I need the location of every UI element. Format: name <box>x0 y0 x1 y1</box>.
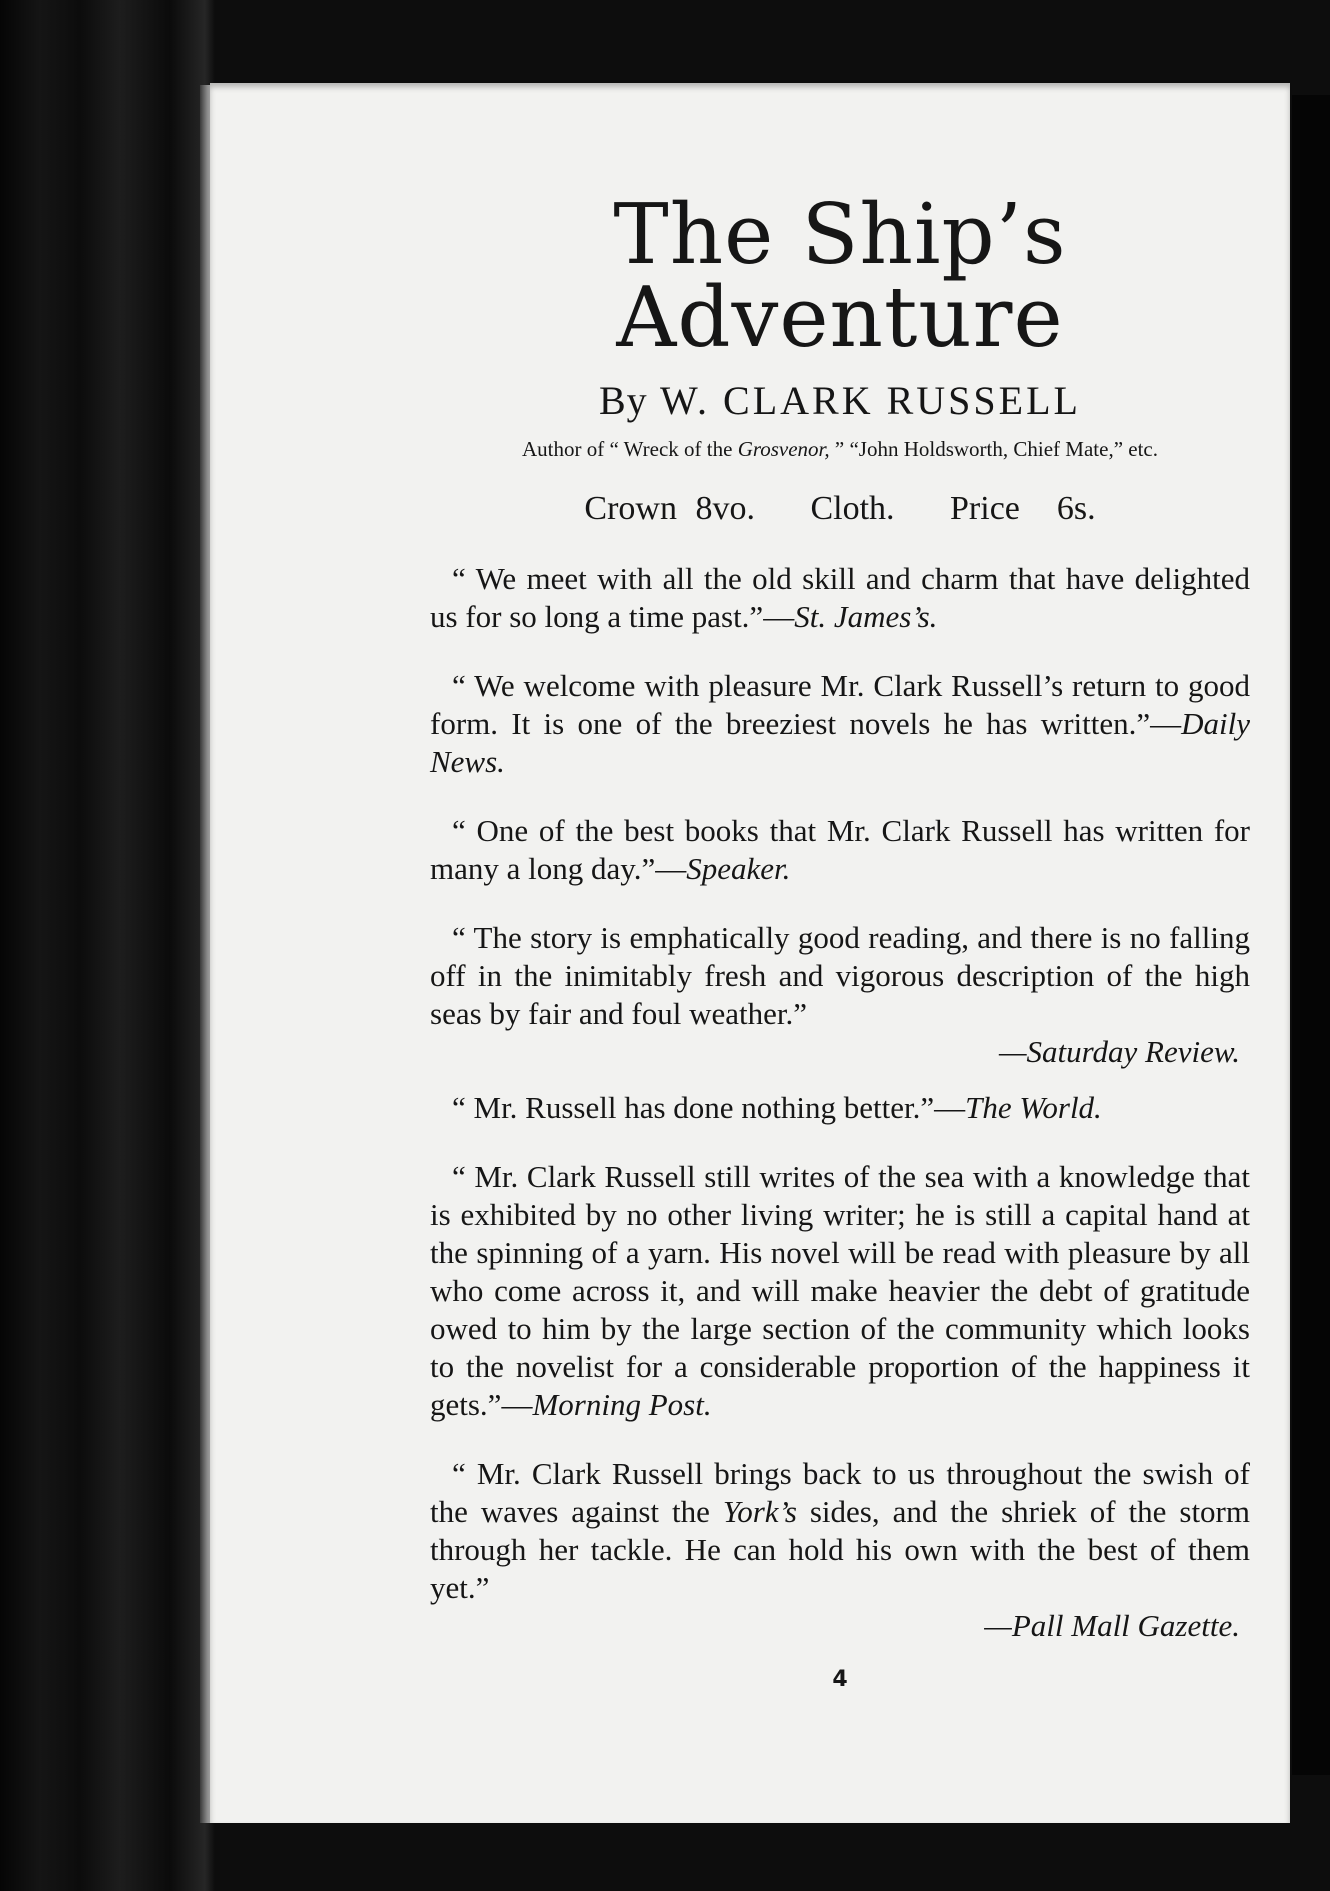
author-of-italic: Grosvenor, <box>737 437 830 461</box>
review-source: Daily News. <box>430 706 1250 780</box>
format-price-line: Crown 8vo. Cloth. Price 6s. <box>584 490 1096 528</box>
author-of-suffix: ” “John Holdsworth, Chief Mate,” etc. <box>829 437 1158 461</box>
book-title: The Ship’s Adventure <box>613 186 1067 366</box>
review-source: St. James’s. <box>794 599 938 635</box>
review-source: —Pall Mall Gazette. <box>984 1608 1240 1644</box>
review-source: Speaker. <box>686 851 791 887</box>
review-text: sides, and the shriek of the storm through her tackle. He can hold his own with the best of them yet.” <box>430 1494 1250 1606</box>
review-quote <box>430 1455 1250 1607</box>
review-quote <box>430 812 1250 888</box>
scan-right-edge <box>1292 95 1330 1775</box>
review-text: “ Mr. Clark Russell brings back to us throughout the swish of the waves against the <box>430 1456 1250 1530</box>
review-italic-ship: York’s <box>722 1494 797 1530</box>
review-quote <box>430 919 1250 1033</box>
byline <box>430 378 1250 423</box>
review-quote <box>430 667 1250 781</box>
byline-by: By <box>599 378 648 423</box>
review-source: —Saturday Review. <box>998 1034 1240 1070</box>
review-text: “ We meet with all the old skill and charm that have delighted us for so long a time past.”— <box>430 561 1250 635</box>
review-quote <box>430 1158 1250 1424</box>
book-page <box>210 83 1290 1823</box>
review-source: The World. <box>965 1090 1102 1126</box>
page-number: 4 <box>832 1667 848 1693</box>
byline-author: W. CLARK RUSSELL <box>659 378 1081 423</box>
review-text: “ We welcome with pleasure Mr. Clark Russell’s return to good form. It is one of the breeziest novels he has written.”— <box>430 668 1250 742</box>
review-quote <box>430 1089 1250 1127</box>
review-source: Morning Post. <box>532 1387 712 1423</box>
review-text: “ One of the best books that Mr. Clark Russell has written for many a long day.”— <box>430 813 1250 887</box>
review-text: “ The story is emphatically good reading, and there is no falling off in the inimitably fresh and vigorous description of the high seas by fair and foul weather.” <box>430 920 1250 1032</box>
review-quote <box>430 560 1250 636</box>
review-text: “ Mr. Clark Russell still writes of the sea with a knowledge that is exhibited by no other living writer; he is still a capital hand at the spinning of a yarn. His novel will be read with pleasure by all who come across it, and will make heavier the debt of gratitude owed to him by the large section of the community which looks to the novelist for a considerable proportion of the happiness it gets.”— <box>430 1159 1250 1423</box>
page-content <box>430 186 1250 1693</box>
author-of-prefix: Author of “ Wreck of the <box>521 437 738 461</box>
review-text: “ Mr. Russell has done nothing better.”— <box>452 1090 966 1126</box>
author-of-line <box>450 435 1230 464</box>
